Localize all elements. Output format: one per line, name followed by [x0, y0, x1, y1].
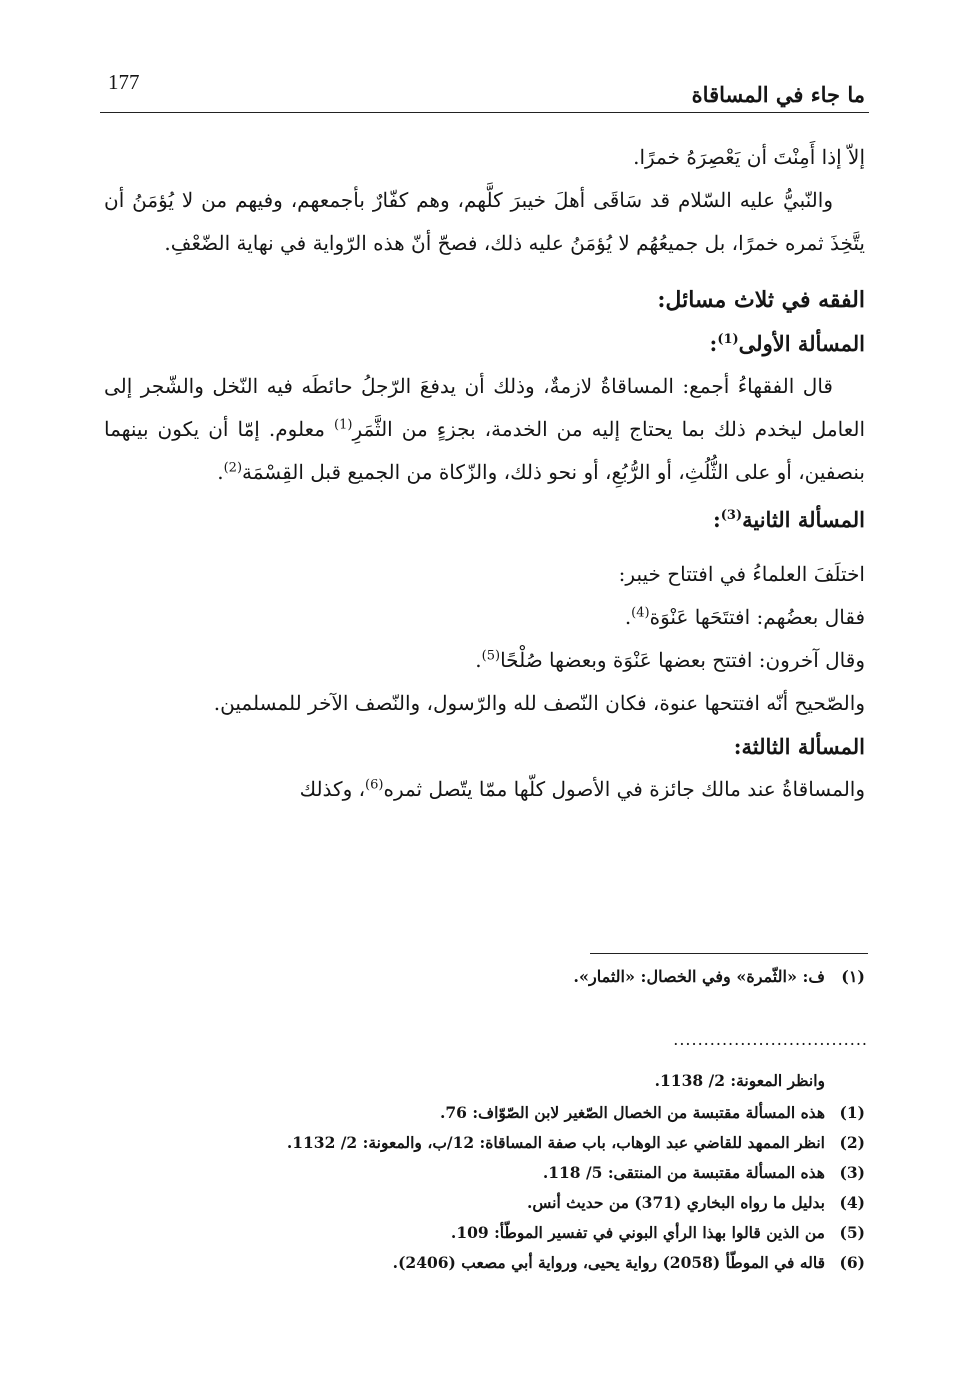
paragraph — [104, 365, 865, 494]
footnote-text: انظر الممهد للقاضي عبد الوهاب، باب صفة المساقاة: 12/ب، والمعونة: 2/ 1132. — [286, 1133, 825, 1152]
paragraph: والصّحيح أنّه افتتحها عنوة، فكان النّصف لله والرّسول، والنّصف الآخر للمسلمين. — [213, 691, 865, 715]
footnote-ref: (2) — [223, 460, 243, 476]
footnote-item — [150, 1188, 865, 1218]
text-run: معلوم. إمّا أن يكون بينهما بنصفين، أو على الثُّلُثِ، أو الرُّبُعِ، أو نحو ذلك، والزّكاة من الجميع قبل القِسْمَة — [104, 417, 865, 484]
question-heading-1: المسألة الأولى$^{(1)}$: — [709, 331, 865, 356]
footnote-item — [150, 1248, 865, 1278]
footnote-ref: (4) — [631, 605, 650, 621]
footnote-item — [150, 1218, 865, 1248]
question-heading-3: المسألة الثالثة: — [733, 734, 865, 759]
footnote-text: هذه المسألة مقتبسة من الخصال الصّغير لابن الصّوّاف: 76. — [439, 1103, 825, 1122]
question-title: المسألة الثانية — [742, 507, 865, 532]
question-heading-2: المسألة الثانية$^{(3)}$: — [712, 507, 865, 532]
footnote-intro: وانظر المعونة: 2/ 1138. — [654, 1071, 825, 1090]
footnote-text: من الذين قالوا بهذا الرأي البوني في تفسير الموطّأ: 109. — [450, 1223, 825, 1242]
footnote-text: هذه المسألة مقتبسة من المنتقى: 5/ 118. — [542, 1163, 825, 1182]
footnote-text: ف: «الثّمرة» وفي الخصال: «الثمار». — [573, 967, 825, 986]
paragraph: إلاّ إذا أَمِنْتَ أن يَعْصِرَهُ خمرًا. — [633, 145, 865, 169]
main-text — [104, 136, 865, 811]
footnote-ref: (1) — [334, 417, 353, 433]
running-title: ما جاء في المساقاة — [691, 82, 865, 107]
footnote-number: (1) — [839, 1103, 865, 1122]
paragraph: وقال آخرون: افتتح بعضها عَنْوَة وبعضها صُلْحًا$^{(5)}$. — [475, 648, 865, 672]
paragraph: فقال بعضُهم: افتتَحَها عَنْوَة$^{(4)}$. — [624, 605, 865, 629]
text-run: والمساقاةُ عند مالك جائزة في الأصول كلّها ممّا يتّصل ثمره — [383, 777, 865, 801]
editor-footnote — [573, 967, 865, 986]
footnote-number: (2) — [839, 1133, 865, 1152]
paragraph — [104, 768, 865, 811]
page-number: 177 — [108, 70, 140, 94]
text-run: قال الفقهاءُ أجمع: المساقاةُ لازمةٌ، وذلك أن يدفعَ الرّجلُ حائطَه فيه النّخل والشّجر إلى العامل ليخدم ذلك بما يحتاج إليه من الخدمة، بجزءٍ من الثَّمَرِ — [104, 374, 866, 441]
footnote-ref: (5) — [481, 648, 501, 664]
footnote-number: (6) — [839, 1253, 865, 1272]
footnote-ref: (1) — [717, 332, 739, 347]
text-run: وقال آخرون: افتتح بعضها عَنْوَة وبعضها صُلْحًا — [500, 648, 865, 672]
footnote-item — [150, 1128, 865, 1158]
footnote-number: (5) — [839, 1223, 865, 1242]
footnote-number: (4) — [839, 1193, 865, 1212]
footnote-list — [150, 1066, 865, 1278]
footnote-number: (3) — [839, 1163, 865, 1182]
footnote-number: (١) — [841, 967, 865, 986]
section-heading: الفقه في ثلاث مسائل: — [657, 287, 865, 313]
footnote-ref: (3) — [720, 508, 743, 523]
footnote-ref: (6) — [365, 777, 384, 793]
question-title: المسألة الأولى — [738, 331, 865, 356]
text-run: . — [217, 460, 224, 484]
paragraph: اختلَفَ العلماءُ في افتتاح خيبر: — [618, 562, 865, 586]
footnote-item — [150, 1158, 865, 1188]
text-run: فقال بعضُهم: افتتَحَها عَنْوَة — [649, 605, 865, 629]
footnote-item — [150, 1098, 865, 1128]
footnote-rule — [590, 953, 868, 954]
header-rule — [100, 112, 869, 113]
footnote-text: بدليل ما رواه البخاري (371) من حديث أنس. — [527, 1193, 825, 1212]
dotted-separator: ................................ — [673, 1030, 868, 1049]
text-run: ، وكذلك — [299, 777, 366, 801]
footnote-text: قاله في الموطّأ (2058) رواية يحيى، ورواية أبي مصعب (2406). — [392, 1253, 825, 1272]
paragraph: والنّبيُّ عليه السّلام قد سَاقَى أهلَ خيبرَ كلَّهم، وهم كفّارٌ بأجمعهم، وفيهم من لا يُؤمَنُ أن يتَّخِذَ ثمره خمرًا، بل جميعُهُم لا يُؤمَنُ عليه ذلك، فصحّ أنّ هذه الرّواية في نهاية الضّعْفِ. — [104, 188, 865, 255]
